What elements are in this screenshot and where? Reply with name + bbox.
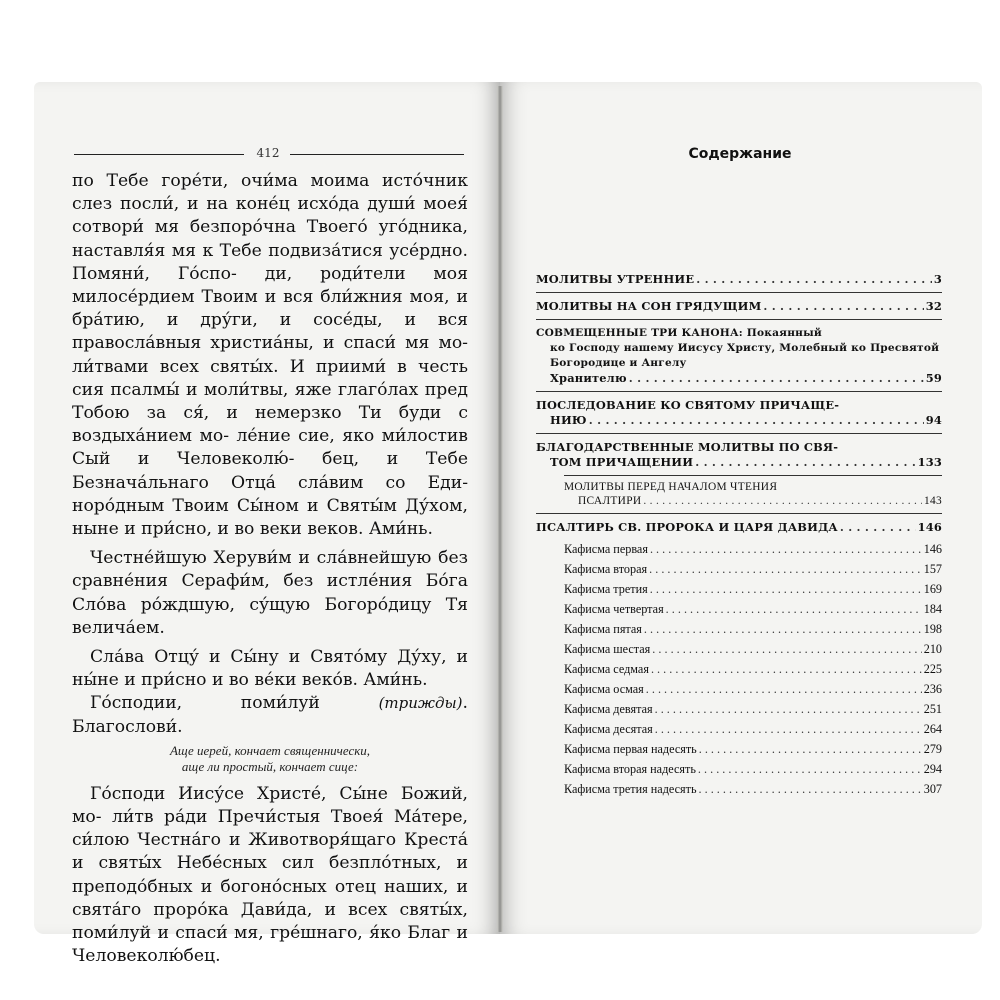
toc-page-number: 143: [924, 495, 942, 507]
toc-entry-title: ПСАЛТИРИ: [578, 495, 642, 507]
toc-entry-row: [536, 371, 942, 385]
toc-entry-row: [564, 742, 942, 757]
toc-entry-title: Кафисма вторая надесять: [564, 762, 696, 776]
toc-page-number: 307: [923, 782, 942, 796]
toc-dot-leader: [699, 782, 922, 797]
paragraph-2: [72, 547, 468, 640]
toc-entry: [536, 620, 942, 640]
toc-page-number: 3: [933, 272, 942, 286]
toc-entry: [536, 476, 942, 513]
toc-page-number: 198: [923, 622, 942, 636]
toc-page-number: 146: [923, 542, 942, 556]
toc-entry: [536, 320, 942, 391]
toc-dot-leader: [629, 371, 924, 385]
toc-entry-title: Кафисма девятая: [564, 702, 653, 716]
toc-entry-title: ТОМ ПРИЧАЩЕНИИ: [550, 455, 694, 469]
toc-page-number: 236: [923, 682, 942, 696]
text-line: Честне́йшую Херуви́м и сла́внейшую без: [90, 548, 468, 569]
text-line: Го́споди Иису́се Христе́, Сы́не Божий, мо-: [72, 783, 468, 828]
text-line: богоно́сных отец наших, и свята́го проро́ка: [72, 876, 468, 920]
toc-entry: [536, 660, 942, 680]
toc-dot-leader: [655, 702, 922, 717]
text-line: посли́, и на коне́ц исхо́да души́ моея́ сотвори́: [72, 194, 468, 238]
toc-entry: [536, 540, 942, 560]
toc-entry-title-line: БЛАГОДАРСТВЕННЫЕ МОЛИТВЫ ПО СВЯ-: [536, 440, 839, 454]
rubric-line-2: аще ли простый, кончает сице:: [181, 758, 359, 774]
toc-entry-row: [536, 272, 942, 286]
toc-dot-leader: [655, 722, 922, 737]
toc-entry-title: Кафисма третия: [564, 582, 648, 596]
table-of-contents: [536, 266, 942, 800]
toc-page-number: 133: [917, 455, 942, 469]
text-line: бли́жния моя, и бра́тию, и дру́ги, и сосе́ды, и: [72, 287, 468, 331]
toc-dot-leader: [652, 642, 921, 657]
text-line: ли́твами всех святы́х. И приими́ в честь сия: [72, 356, 468, 400]
toc-page-number: 251: [923, 702, 942, 716]
header-rule-left: [74, 154, 244, 155]
text-line: по Тебе горе́ти, очи́ма моима исто́чник слез: [72, 171, 468, 215]
text-line: ли́тв ра́ди Пречи́стыя Твоея́ Ма́тере, си́лою: [72, 807, 468, 851]
toc-entry: [536, 434, 942, 475]
paragraph-5: [72, 783, 468, 969]
rubric-line-1: Аще иерей, кончает священнически,: [169, 742, 371, 758]
toc-entry-title: Хранителю: [550, 371, 627, 385]
text-line: Небе́сных сил безпло́тных, и преподо́бных и: [72, 853, 468, 897]
toc-entry-row: [564, 582, 942, 597]
toc-entry-title: Кафисма осмая: [564, 682, 644, 696]
text-line: бец, и Тебе Безнача́льнаго Отца́ сла́вим со Еди-: [72, 449, 468, 493]
toc-dot-leader: [699, 742, 922, 757]
toc-dot-leader: [650, 542, 922, 557]
toc-entry: [536, 680, 942, 700]
toc-dot-leader: [650, 582, 922, 597]
toc-entry: [536, 700, 942, 720]
text-line: вся правосла́вныя христиа́ны, и спаси́ мя мо-: [72, 310, 468, 354]
text-line: псалмы́ и моли́твы, яже глаго́лах пред Тобою: [72, 379, 469, 424]
text-line: Сла́ва Отцу́ и Сы́ну и Свято́му Ду́ху, и ны́не: [72, 647, 468, 691]
toc-entry-title: Кафисма вторая: [564, 562, 648, 576]
toc-entry-title: Кафисма четвертая: [564, 602, 664, 616]
toc-entry-title-line: ко Господу нашему Иисусу Христу, Молебный ко Пресвятой Богородице и Ангелу: [550, 342, 940, 369]
toc-dot-leader: [840, 520, 916, 534]
toc-entry-row: [564, 722, 942, 737]
text-line: мя безпоро́чна Твоего́ уго́дника, наставля́я мя: [72, 217, 469, 261]
text-line: ныне и при́сно, и во веки веков. Ами́нь.: [72, 519, 433, 540]
toc-page-number: 210: [923, 642, 942, 656]
toc-entry-row: [564, 662, 942, 677]
toc-entry: [536, 740, 942, 760]
toc-dot-leader: [651, 662, 922, 677]
text-line: норо́дным Твоим Сы́ном и Святы́м Ду́хом,: [72, 495, 468, 516]
toc-page-number: 32: [925, 299, 942, 313]
toc-entry-row: [564, 542, 942, 557]
toc-entry: [536, 760, 942, 780]
paragraph-4-end: . Благослови́.: [72, 693, 468, 737]
toc-entry: [536, 293, 942, 319]
paragraph-1: [72, 170, 468, 541]
toc-entry-row: [536, 299, 942, 313]
toc-dot-leader: [649, 562, 922, 577]
toc-page-number: 169: [923, 582, 942, 596]
toc-entry-row: [536, 455, 942, 469]
text-line: ле́ние сие, яко ми́лостив Сый и Человеколю́-: [72, 426, 468, 470]
toc-entry-title-line: ПОСЛЕДОВАНИЕ КО СВЯТОМУ ПРИЧАЩЕ-: [536, 398, 840, 412]
toc-entry-title: Кафисма десятая: [564, 722, 653, 736]
toc-entry-title: Кафисма пятая: [564, 622, 642, 636]
toc-dot-leader: [696, 272, 932, 286]
toc-entry-title: Кафисма третия надесять: [564, 782, 697, 796]
toc-page-number: 184: [923, 602, 942, 616]
toc-entry-title: ПСАЛТИРЬ СВ. ПРОРОКА И ЦАРЯ ДАВИДА: [536, 520, 838, 534]
toc-entry-title: Кафисма первая: [564, 542, 648, 556]
toc-entry-title-line: МОЛИТВЫ ПЕРЕД НАЧАЛОМ ЧТЕНИЯ: [564, 481, 778, 493]
text-line: ро́ждшую, су́щую Богоро́дицу Тя велича́ем.: [72, 594, 469, 638]
toc-entry: [536, 514, 942, 540]
toc-entry: [536, 266, 942, 292]
toc-dot-leader: [666, 602, 922, 617]
text-line: гре́шнаго, я́ко Благ и Человеколю́бец.: [72, 923, 468, 967]
running-header: [74, 147, 464, 161]
toc-page-number: 59: [925, 371, 942, 385]
toc-dot-leader: [589, 413, 924, 427]
left-page-text: [72, 170, 468, 969]
toc-entry-row: [564, 762, 942, 777]
toc-entry-row: [564, 702, 942, 717]
text-line: ди, роди́тели моя милосе́рдием Твоим и вся: [72, 263, 468, 308]
toc-entry: [536, 640, 942, 660]
toc-dot-leader: [643, 495, 922, 507]
toc-entry-row: [536, 520, 942, 534]
toc-entry-title: Кафисма седмая: [564, 662, 649, 676]
toc-entry: [536, 560, 942, 580]
toc-entry-title-line: СОВМЕЩЕННЫЕ ТРИ КАНОНА: Покаянный: [536, 327, 822, 339]
text-line: к Тебе подвиза́тися усе́рдно. Помяни́, Го́спо-: [72, 240, 468, 284]
toc-entry-row: [564, 562, 942, 577]
toc-dot-leader: [698, 762, 922, 777]
toc-page-number: 279: [923, 742, 942, 756]
toc-entry-row: [564, 602, 942, 617]
toc-page-number: 264: [923, 722, 942, 736]
toc-entry-row: [564, 782, 942, 797]
toc-entry: [536, 720, 942, 740]
toc-entry: [536, 392, 942, 433]
book-spine: [497, 86, 503, 932]
toc-dot-leader: [646, 682, 922, 697]
toc-entry-title: МОЛИТВЫ УТРЕННИЕ: [536, 272, 695, 286]
toc-entry-row: [564, 622, 942, 637]
toc-dot-leader: [644, 622, 922, 637]
page-number: 412: [256, 146, 280, 160]
paragraph-4-italic: (трижды): [378, 694, 463, 713]
toc-entry-row: [536, 413, 942, 427]
rubric: [72, 743, 468, 775]
text-line: сравне́ния Серафи́м, без истле́ния Бо́га Сло́ва: [72, 571, 468, 615]
toc-title: Содержание: [688, 146, 792, 162]
toc-page-number: 94: [925, 413, 942, 427]
header-rule-right: [290, 154, 464, 155]
toc-entry-row: [564, 495, 942, 507]
text-line: Честна́го и Животворя́щаго Креста́ и святы́х: [72, 830, 468, 874]
text-line: за ся́, и немерзко Ти буди с воздыха́нием мо-: [72, 403, 468, 447]
toc-entry-title: НИЮ: [550, 413, 587, 427]
text-line: и при́сно и во ве́ки веко́в. Ами́нь.: [124, 670, 428, 691]
paragraph-4-start: Го́сподии, поми́луй: [90, 693, 320, 714]
toc-page-number: 146: [917, 520, 942, 534]
paragraph-4: [72, 692, 468, 738]
toc-page-number: 157: [923, 562, 942, 576]
toc-entry-row: [564, 682, 942, 697]
toc-entry-title: МОЛИТВЫ НА СОН ГРЯДУЩИМ: [536, 299, 762, 313]
toc-entry-title: Кафисма шестая: [564, 642, 651, 656]
toc-entry: [536, 580, 942, 600]
toc-entry: [536, 600, 942, 620]
toc-page-number: 294: [923, 762, 942, 776]
paragraph-3: [72, 646, 468, 692]
toc-entry: [536, 780, 942, 800]
toc-dot-leader: [695, 455, 915, 469]
toc-entry-row: [564, 642, 942, 657]
toc-page-number: 225: [923, 662, 942, 676]
toc-dot-leader: [763, 299, 923, 313]
toc-entry-title: Кафисма первая надесять: [564, 742, 697, 756]
text-line: Дави́да, и всех святы́х, поми́луй и спаси́ мя,: [72, 899, 468, 944]
